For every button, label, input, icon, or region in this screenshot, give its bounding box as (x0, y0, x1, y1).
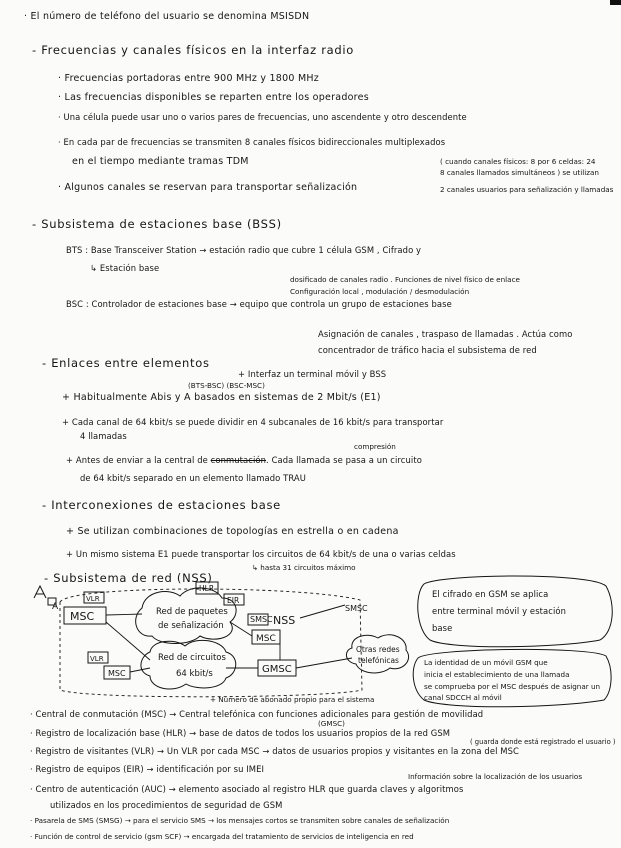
freq-bullet-4b: en el tiempo mediante tramas TDM (72, 156, 249, 167)
vlr-top-label: VLR (86, 595, 100, 603)
enlaces-bullet-3a-post: . Cada llamada se pasa a un circuito (266, 455, 422, 465)
smsc-right-label: SMSC (345, 604, 368, 613)
bottom-eir-note: Información sobre la localización de los usuarios (408, 772, 583, 781)
msisdn-line: · El número de teléfono del usuario se denomina MSISDN (24, 11, 310, 22)
bottom-vlr-line: · Registro de visitantes (VLR) → Un VLR por cada MSC → datos de usuarios propios y visitantes en la zona del MSC (30, 746, 519, 756)
bottom-scf-line: · Función de control de servicio (gsm SCF) → encargada del tratamiento de servicios de inteligencia en red (30, 832, 414, 841)
cloud-circuit-label-1: Red de circuitos (158, 653, 226, 663)
freq-bullet-3: · Una célula puede usar uno o varios pares de frecuencias, uno ascendente y otro descendente (58, 112, 467, 122)
note-identidad-3: se comprueba por el MSC después de asignar un (424, 682, 601, 691)
freq-note-3: 2 canales usuarios para señalización y llamadas (440, 185, 614, 194)
bts-line-2: ↳ Estación base (90, 263, 160, 273)
bts-line-3: dosificado de canales radio . Funciones de nivel físico de enlace (290, 275, 520, 284)
gmsc-sub-label: (GMSC) (318, 719, 345, 728)
a-interface-label: A (52, 602, 59, 612)
smsc-small-label: SMSC (250, 615, 273, 624)
enlaces-bullet-2b: 4 llamadas (80, 431, 127, 441)
bts-line-1: BTS : Base Transceiver Station → estación radio que cubre 1 célula GSM , Cifrado y (66, 245, 422, 255)
enlaces-bullet-3b: de 64 kbit/s separado en un elemento llamado TRAU (80, 473, 306, 483)
heading-enlaces: - Enlaces entre elementos (42, 356, 210, 370)
bsc-line-1: BSC : Controlador de estaciones base → equipo que controla un grupo de estaciones base (66, 299, 452, 309)
freq-bullet-5: · Algunos canales se reservan para transportar señalización (58, 182, 358, 193)
freq-bullet-1: · Frecuencias portadoras entre 900 MHz y 1800 MHz (58, 73, 320, 84)
heading-frecuencias: - Frecuencias y canales físicos en la interfaz radio (32, 43, 355, 57)
other-networks-label-1: Otras redes (356, 645, 400, 654)
note-cifrado-3: base (432, 623, 453, 633)
bottom-msc-line: · Central de conmutación (MSC) → Central telefónica con funciones adicionales para gestión de movilidad (30, 709, 484, 719)
heading-bss: - Subsistema de estaciones base (BSS) (32, 217, 282, 231)
diagram-links (106, 614, 352, 672)
hlr-label: HLR (199, 584, 215, 593)
msc-bottom-label: MSC (108, 669, 126, 678)
enlaces-bullet-2a: + Cada canal de 64 kbit/s se puede dividir en 4 subcanales de 16 kbit/s para transportar (62, 417, 444, 427)
enlaces-bullet-3a-strike: conmutación (210, 455, 267, 465)
freq-bullet-2: · Las frecuencias disponibles se reparten entre los operadores (58, 92, 369, 103)
note-identidad-4: canal SDCCH al móvil (424, 693, 502, 702)
bsc-line-3: concentrador de tráfico hacia el subsistema de red (318, 345, 537, 355)
cloud-packet-label-1: Red de paquetes (156, 607, 228, 617)
enlaces-compression-note: compresión (354, 442, 396, 451)
bottom-auc-line-2: utilizados en los procedimientos de seguridad de GSM (50, 800, 283, 810)
bottom-smsg-line: · Pasarela de SMS (SMSG) → para el servicio SMS → los mensajes cortos se transmiten sobre canales de señalización (30, 816, 450, 825)
freq-bullet-4a: · En cada par de frecuencias se transmiten 8 canales físicos bidireccionales multiplexados (58, 137, 446, 147)
heading-nss: - Subsistema de red (NSS) (44, 571, 213, 585)
vlr-bottom-label: VLR (90, 655, 104, 663)
cloud-circuit-network (141, 640, 236, 689)
bts-line-4: Configuración local , modulación / desmodulación (290, 287, 470, 296)
freq-note-2: 8 canales llamados simultáneos ) se utilizan (440, 168, 599, 177)
enlaces-bullet-3a-pre: + Antes de enviar a la central de (66, 455, 208, 465)
enlaces-abis-note: (BTS-BSC) (BSC-MSC) (188, 381, 265, 390)
msc-center-label: MSC (256, 634, 276, 644)
cloud-packet-label-2: de señalización (158, 621, 224, 631)
bottom-hlr-note: ( guarda donde está registrado el usuario ) (470, 737, 616, 746)
nss-label: NSS (273, 614, 296, 627)
gmsc-label: GMSC (262, 664, 292, 675)
enlaces-bullet-1: + Habitualmente Abis y A basados en sistemas de 2 Mbit/s (E1) (62, 392, 381, 403)
inter-bullet-2: + Un mismo sistema E1 puede transportar los circuitos de 64 kbit/s de una o varias celdas (66, 549, 456, 559)
nss-boundary (60, 589, 362, 697)
cloud-circuit-label-2: 64 kbit/s (176, 669, 213, 679)
note-cifrado-1: El cifrado en GSM se aplica (432, 589, 549, 599)
heading-interconexiones: - Interconexiones de estaciones base (42, 498, 281, 512)
inter-bullet-1: + Se utilizan combinaciones de topologías en estrella o en cadena (66, 526, 399, 537)
bsc-line-2: Asignación de canales , traspaso de llamadas . Actúa como (318, 329, 573, 339)
bottom-auc-line: · Centro de autenticación (AUC) → elemento asociado al registro HLR que guarda claves y algoritmos (30, 784, 464, 794)
note-identidad-2: inicia el establecimiento de una llamada (424, 670, 570, 679)
msc-note: + Número de abonado propio para el sistema (210, 695, 375, 704)
freq-note-1: ( cuando canales físicos: 8 por 6 celdas: 24 (440, 157, 596, 166)
note-cifrado-2: entre terminal móvil y estación (432, 606, 567, 616)
bottom-hlr-line: · Registro de localización base (HLR) → base de datos de todos los usuarios propios de la red GSM (30, 728, 451, 738)
bottom-eir-line: · Registro de equipos (EIR) → identificación por su IMEI (30, 764, 265, 774)
eir-label: EIR (227, 596, 240, 605)
note-identidad-1: La identidad de un móvil GSM que (424, 658, 548, 667)
smsc-link (300, 605, 345, 618)
other-networks-label-2: telefónicas (358, 656, 399, 665)
enlaces-heading-note: + Interfaz un terminal móvil y BSS (238, 369, 387, 379)
inter-bullet-2-note: ↳ hasta 31 circuitos máximo (252, 563, 356, 572)
msc-label: MSC (70, 610, 95, 623)
